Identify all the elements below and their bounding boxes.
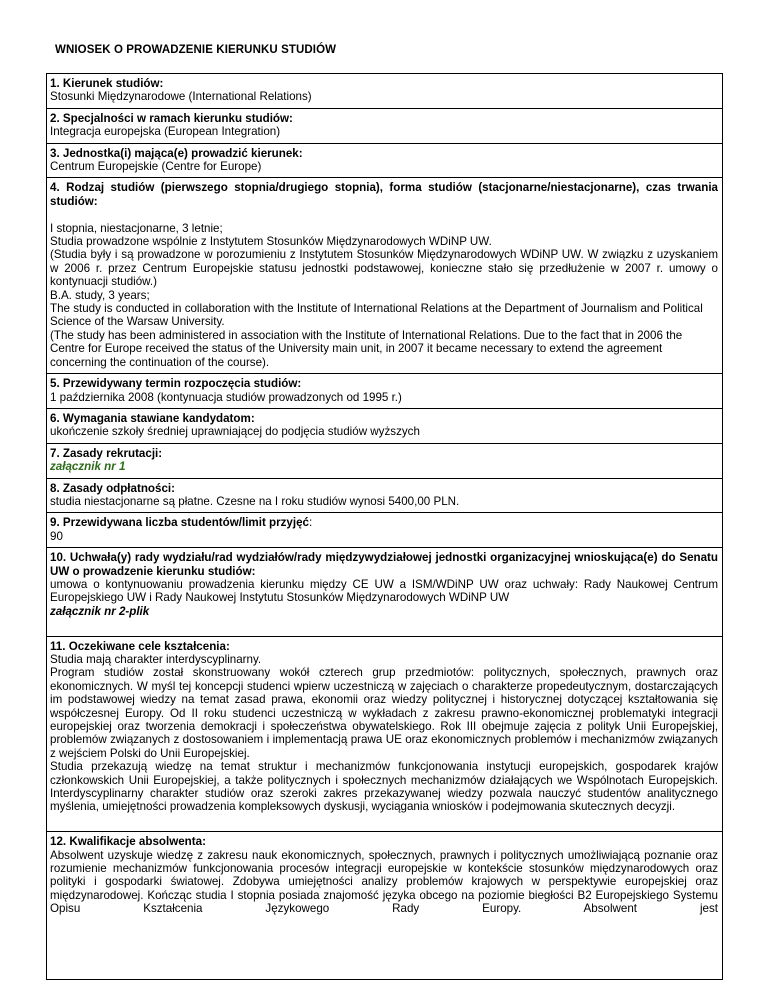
section-4-heading: 4. Rodzaj studiów (pierwszego stopnia/drugiego stopnia), forma studiów (stacjonarne/niestacjonarne), czas trwania studiów: <box>50 181 718 208</box>
application-form-table <box>46 73 723 980</box>
section-12 <box>47 831 722 979</box>
section-9-value: 90 <box>50 529 63 543</box>
section-8-value: studia niestacjonarne są płatne. Czesne na I roku studiów wynosi 5400,00 PLN. <box>50 494 460 508</box>
section-10-value: umowa o kontynuowaniu prowadzenia kierunku między CE UW a ISM/WDiNP UW oraz uchwały: Rady Naukowej Centrum Europejskiego UW i Rady Naukowej Instytutu Stosunków Międzynarodowych WDiNP UW <box>50 577 718 605</box>
section-7-heading: 7. Zasady rekrutacji: <box>50 446 163 460</box>
section-3-heading: 3. Jednostka(i) mająca(e) prowadzić kierunek: <box>50 146 303 160</box>
section-7-attachment-link[interactable]: załącznik nr 1 <box>50 460 126 474</box>
section-5 <box>47 373 722 408</box>
section-1-heading: 1. Kierunek studiów: <box>50 77 164 90</box>
section-7 <box>47 443 722 478</box>
section-8-heading: 8. Zasady odpłatności: <box>50 481 175 495</box>
section-3 <box>47 143 722 178</box>
section-11-paragraph: Studia mają charakter interdyscyplinarny. <box>50 653 262 666</box>
section-6-value: ukończenie szkoły średniej uprawniającej do podjęcia studiów wyższych <box>50 425 420 439</box>
section-9 <box>47 512 722 547</box>
section-8 <box>47 478 722 513</box>
section-4-paragraph: B.A. study, 3 years; <box>50 288 150 302</box>
section-5-heading: 5. Przewidywany termin rozpoczęcia studiów: <box>50 377 302 391</box>
section-9-heading: 9. Przewidywana liczba studentów/limit przyjęć <box>50 516 309 530</box>
section-2-heading: 2. Specjalności w ramach kierunku studiów: <box>50 111 293 125</box>
section-10-heading: 10. Uchwała(y) rady wydziału/rad wydziałów/rady międzywydziałowej jednostki organizacyjnej wnioskująca(e) do Senatu UW o prowadzenie kierunku studiów: <box>50 551 718 578</box>
section-4 <box>47 177 722 373</box>
section-1-value: Stosunki Międzynarodowe (International Relations) <box>50 90 312 104</box>
section-9-heading-colon: : <box>309 516 313 530</box>
section-6-heading: 6. Wymagania stawiane kandydatom: <box>50 411 255 425</box>
section-12-heading: 12. Kwalifikacje absolwenta: <box>50 835 206 849</box>
section-4-paragraph: (Studia były i są prowadzone w porozumieniu z Instytutem Stosunków Międzynarodowych WDiNP UW. W związku z uzyskaniem w 2006 r. przez Centrum Europejskie statusu jednostki podstawowej, konieczne stało się przedłużenie w 2007 r. umowy o kontynuacji studiów.) <box>50 248 718 289</box>
section-11-paragraph: Program studiów został skonstruowany wokół czterech grup przedmiotów: politycznych, społecznych, prawnych oraz ekonomicznych. W myśl tej koncepcji studenci wpierw uczestniczą w zajęciach o charakterze propedeutycznym, dostarczających im podstawowej wiedzy na temat zasad prawa, ekonomii oraz wiedzy politycznej i historycznej dotyczącej kształtowania się współczesnej Europy. Od II roku studenci uczestniczą w wykładach z zakresu prawno-ekonomicznej problematyki integracji europejskiej oraz tworzenia demokracji i społeczeństwa obywatelskiego. Rok III obejmuje zajęcia z polityk Unii Europejskiej, problemów związanych z dostosowaniem i implementacją prawa UE oraz ekonomicznych problemów i mechanizmów związanych z wejściem Polski do Unii Europejskiej. <box>50 666 718 760</box>
section-4-paragraph: (The study has been administered in association with the Institute of International Relations. Due to the fact that in 2006 the Centre for Europe received the status of the University main unit, in 2007 it became necessary to extend the agreement concerning the continuation of the course). <box>50 328 683 369</box>
section-4-paragraph: The study is conducted in collaboration with the Institute of International Relations at the Department of Journalism and Political Science of the Warsaw University. <box>50 302 703 329</box>
section-6 <box>47 408 722 443</box>
section-10-attachment-link[interactable]: załącznik nr 2-plik <box>50 604 150 618</box>
section-11 <box>47 636 722 832</box>
section-4-paragraph: I stopnia, niestacjonarne, 3 letnie; <box>50 221 223 235</box>
section-4-paragraph: Studia prowadzone wspólnie z Instytutem Stosunków Międzynarodowych WDiNP UW. <box>50 235 492 249</box>
section-11-paragraph: Studia przekazują wiedzę na temat struktur i mechanizmów funkcjonowania instytucji europejskich, gospodarek krajów członkowskich Unii Europejskiej, a także politycznych i społecznych mechanizmów działających we Wspólnotach Europejskich. Interdyscyplinarny charakter studiów oraz szeroki zakres przekazywanej wiedzy pozwala nauczyć studentów analitycznego myślenia, umiejętności prowadzenia kompleksowych dyskusji, wyciągania wniosków i podejmowania skutecznych decyzji. <box>50 760 718 814</box>
section-1 <box>47 74 722 108</box>
section-12-value: Absolwent uzyskuje wiedzę z zakresu nauk ekonomicznych, społecznych, prawnych i politycznych umożliwiającą poznanie oraz rozumienie mechanizmów funkcjonowania procesów integracji europejskie w kontekście stosunków międzynarodowych oraz polityki i gospodarki światowej. Zdobywa umiejętności analizy problemów krajowych w perspektywie europejskiej oraz międzynarodowej. Kończąc studia I stopnia posiada znajomość języka obcego na poziomie biegłości B2 Europejskiego Systemu Opisu Kształcenia Językowego Rady Europy. Absolwent jest <box>50 848 718 916</box>
section-2 <box>47 108 722 143</box>
section-3-value: Centrum Europejskie (Centre for Europe) <box>50 160 262 174</box>
document-title: WNIOSEK O PROWADZENIE KIERUNKU STUDIÓW <box>55 44 337 56</box>
section-11-heading: 11. Oczekiwane cele kształcenia: <box>50 639 230 653</box>
section-2-value: Integracja europejska (European Integration) <box>50 125 281 139</box>
section-5-value: 1 października 2008 (kontynuacja studiów prowadzonych od 1995 r.) <box>50 390 402 404</box>
section-10 <box>47 547 722 635</box>
